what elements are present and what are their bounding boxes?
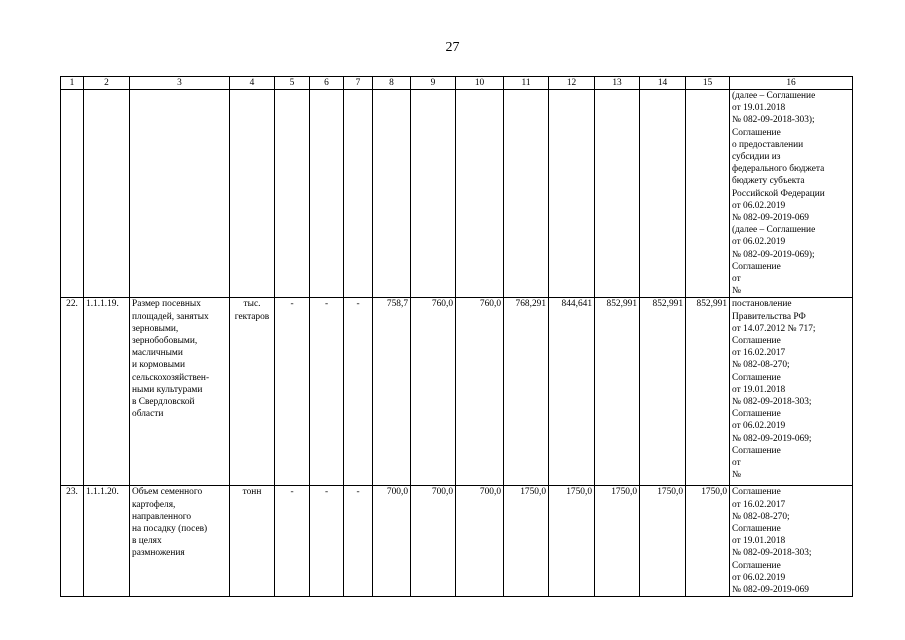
table-cell bbox=[640, 298, 686, 486]
header-cell: 11 bbox=[504, 77, 549, 90]
cell-text: 1750,0 bbox=[657, 487, 683, 498]
cell-text: - bbox=[290, 299, 294, 310]
page-number: 27 bbox=[445, 40, 460, 55]
table-cell bbox=[310, 90, 344, 298]
header-cell: 13 bbox=[595, 77, 640, 90]
header-cell: 1 bbox=[61, 77, 84, 90]
table-cell bbox=[549, 486, 595, 597]
header-cell: 5 bbox=[275, 77, 310, 90]
table-cell bbox=[640, 486, 686, 597]
table-cell bbox=[310, 486, 344, 597]
cell-text: 22. bbox=[66, 299, 78, 310]
cell-text: 760,0 bbox=[479, 299, 501, 310]
table-row bbox=[61, 298, 853, 486]
cell-text: тонн bbox=[242, 487, 262, 498]
table-cell bbox=[130, 486, 230, 597]
table-cell bbox=[456, 90, 504, 298]
table-cell bbox=[344, 90, 373, 298]
header-cell: 3 bbox=[130, 77, 230, 90]
table-cell bbox=[595, 90, 640, 298]
cell-text: - bbox=[356, 487, 360, 498]
cell-text: - bbox=[324, 299, 329, 310]
cell-text: 1750,0 bbox=[611, 487, 637, 498]
table-cell bbox=[595, 486, 640, 597]
table-cell bbox=[230, 90, 275, 298]
table-cell bbox=[411, 90, 456, 298]
cell-text: 700,0 bbox=[479, 487, 501, 498]
header-cell: 7 bbox=[344, 77, 373, 90]
table-cell bbox=[730, 486, 853, 597]
header-cell: 10 bbox=[456, 77, 504, 90]
table-cell bbox=[504, 90, 549, 298]
table-cell bbox=[686, 486, 730, 597]
table-cell bbox=[504, 486, 549, 597]
table-row bbox=[61, 90, 853, 298]
table-cell bbox=[373, 298, 411, 486]
header-cell: 4 bbox=[230, 77, 275, 90]
table-cell bbox=[456, 486, 504, 597]
table-cell bbox=[310, 298, 344, 486]
cell-text: 1750,0 bbox=[701, 487, 727, 498]
table-cell bbox=[84, 298, 130, 486]
table-cell bbox=[230, 486, 275, 597]
table-cell bbox=[504, 298, 549, 486]
cell-text: Соглашение от 16.02.2017 № 082-08-270; Соглашение от 19.01.2018 № 082-09-2018-303; Соглашение от 06.02.2019 № 082-09-2019-069 bbox=[732, 487, 812, 596]
table-cell bbox=[344, 486, 373, 597]
table-cell bbox=[373, 486, 411, 597]
table-cell bbox=[230, 298, 275, 486]
cell-text: 758,7 bbox=[386, 299, 408, 310]
table-cell bbox=[595, 298, 640, 486]
table-cell bbox=[344, 298, 373, 486]
cell-text: Объем семенного картофеля, направленного на посадку (посев) в целях размножения bbox=[132, 487, 208, 559]
header-cell: 14 bbox=[640, 77, 686, 90]
table-cell bbox=[130, 90, 230, 298]
header-cell: 15 bbox=[686, 77, 730, 90]
cell-text: 852,991 bbox=[652, 299, 683, 310]
cell-text: (далее – Соглашение от 19.01.2018 № 082-09-2018-303); Соглашение о предоставлении субсидии из федерального бюджета бюджету субъекта Российской Федерации от 06.02.2019 № 082-09-2019-069 (далее – Соглашение от 06.02.2019 № 082-09-2019-069); Соглашение от № bbox=[732, 91, 825, 297]
table-cell bbox=[61, 90, 84, 298]
table-cell bbox=[730, 90, 853, 298]
table-cell bbox=[456, 298, 504, 486]
cell-text: 1750,0 bbox=[566, 487, 592, 498]
header-cell: 16 bbox=[730, 77, 853, 90]
table-cell bbox=[686, 298, 730, 486]
cell-text: тыс. гектаров bbox=[234, 299, 270, 322]
table-cell bbox=[275, 298, 310, 486]
cell-text: 1.1.1.20. bbox=[86, 487, 119, 498]
cell-text: 700,0 bbox=[431, 487, 453, 498]
header-cell: 6 bbox=[310, 77, 344, 90]
cell-text: 700,0 bbox=[386, 487, 408, 498]
cell-text: - bbox=[356, 299, 360, 310]
header-row bbox=[61, 77, 853, 90]
cell-text: Размер посевных площадей, занятых зерновыми, зернобобовыми, масличными и кормовыми сельскохозяйствен- ными культурами в Свердловской области bbox=[132, 299, 210, 420]
table-cell bbox=[61, 298, 84, 486]
cell-text: 23. bbox=[66, 487, 78, 498]
table-cell bbox=[411, 298, 456, 486]
header-cell: 12 bbox=[549, 77, 595, 90]
table-cell bbox=[686, 90, 730, 298]
cell-text: постановление Правительства РФ от 14.07.2012 № 717; Соглашение от 16.02.2017 № 082-08-270; Соглашение от 19.01.2018 № 082-09-2018-303; Соглашение от 06.02.2019 № 082-09-2019-069; Соглашение от № bbox=[732, 299, 816, 481]
cell-text: - bbox=[324, 487, 329, 498]
cell-text: 760,0 bbox=[431, 299, 453, 310]
table-cell bbox=[275, 486, 310, 597]
table-cell bbox=[130, 298, 230, 486]
cell-text: - bbox=[290, 487, 294, 498]
table-cell bbox=[275, 90, 310, 298]
cell-text: 1750,0 bbox=[520, 487, 546, 498]
table-row bbox=[61, 486, 853, 597]
cell-text: 844,641 bbox=[561, 299, 592, 310]
table-cell bbox=[411, 486, 456, 597]
table-cell bbox=[730, 298, 853, 486]
cell-text: 1.1.1.19. bbox=[86, 299, 119, 310]
table-cell bbox=[549, 90, 595, 298]
table-cell bbox=[549, 298, 595, 486]
header-cell: 9 bbox=[411, 77, 456, 90]
table-cell bbox=[640, 90, 686, 298]
table-cell bbox=[61, 486, 84, 597]
header-cell: 2 bbox=[84, 77, 130, 90]
cell-text: 768,291 bbox=[515, 299, 546, 310]
table-cell bbox=[84, 90, 130, 298]
indicators-table bbox=[60, 76, 853, 597]
cell-text: 852,991 bbox=[696, 299, 727, 310]
header-cell: 8 bbox=[373, 77, 411, 90]
table-cell bbox=[373, 90, 411, 298]
cell-text: 852,991 bbox=[606, 299, 637, 310]
table-cell bbox=[84, 486, 130, 597]
